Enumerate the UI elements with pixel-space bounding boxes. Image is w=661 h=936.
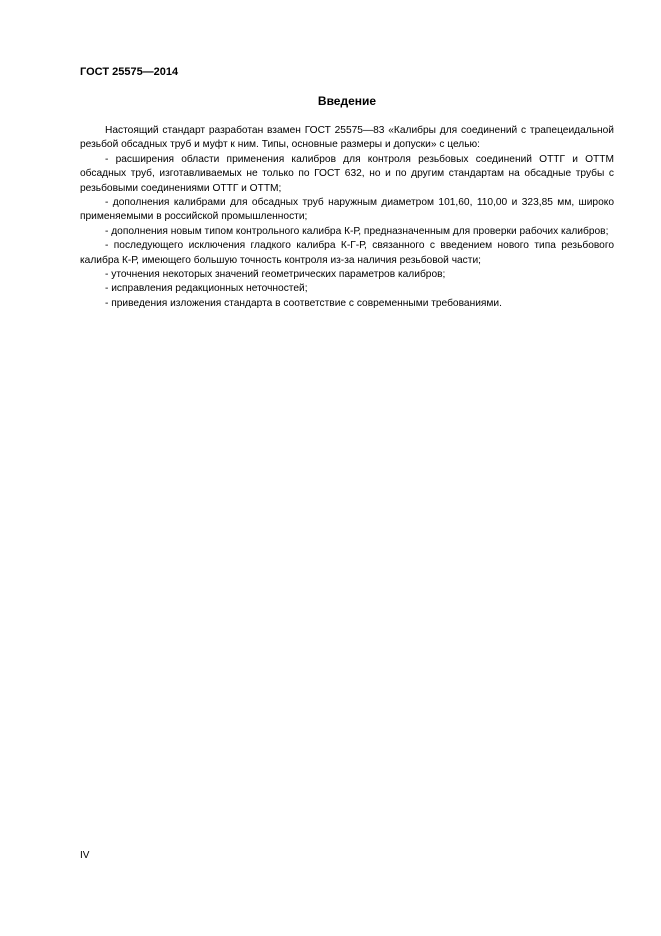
paragraph-item: - дополнения новым типом контрольного калибра К-Р, предназначенным для проверки рабочих калибров; — [105, 225, 609, 237]
paragraph-item: - исправления редакционных неточностей; — [105, 283, 308, 295]
paragraph-item: - последующего исключения гладкого калибра К-Г-Р, связанного с введением нового типа резьбового калибра К-Р, имеющего большую точность контроля из-за наличия резьбовой части; — [80, 240, 614, 266]
paragraph-item: - дополнения калибрами для обсадных труб наружным диаметром 101,60, 110,00 и 323,85 мм, широко применяемыми в российской промышленности; — [80, 197, 614, 223]
paragraph-intro: Настоящий стандарт разработан взамен ГОСТ 25575—83 «Калибры для соединений с трапецеидальной резьбой обсадных труб и муфт к ним. Типы, основные размеры и допуски» с целью: — [80, 125, 614, 151]
document-header: ГОСТ 25575—2014 — [80, 66, 179, 78]
section-body — [80, 124, 614, 311]
section-title: Введение — [317, 94, 377, 108]
paragraph-item: - расширения области применения калибров для контроля резьбовых соединений ОТТГ и ОТТМ обсадных труб, изготавливаемых не только по ГОСТ 632, но и по другим стандартам на обсадные трубы с резьбовыми соединениями ОТТГ и ОТТМ; — [80, 153, 614, 194]
paragraph-item: - уточнения некоторых значений геометрических параметров калибров; — [105, 269, 446, 281]
page-number: IV — [80, 850, 90, 861]
paragraph-item: - приведения изложения стандарта в соответствие с современными требованиями. — [105, 297, 502, 309]
